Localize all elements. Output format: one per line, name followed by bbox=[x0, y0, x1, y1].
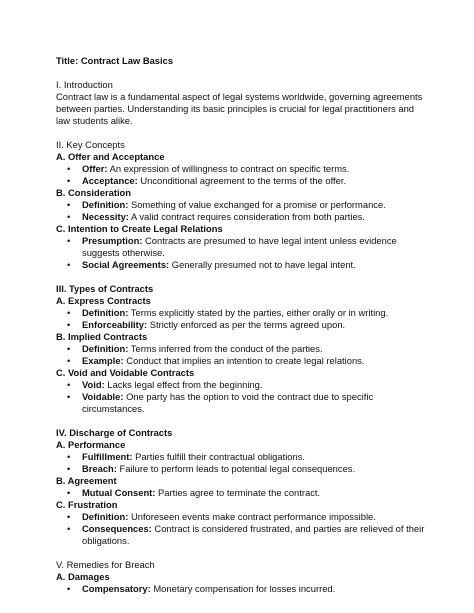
bullet-icon: • bbox=[67, 163, 71, 174]
item-text: Generally presumed not to have legal intent. bbox=[169, 259, 356, 270]
bullet-list bbox=[56, 379, 426, 415]
list-item bbox=[56, 511, 426, 523]
section-heading: II. Key Concepts bbox=[56, 139, 125, 150]
subsection-heading: C. Frustration bbox=[56, 499, 118, 510]
item-term: Example: bbox=[82, 355, 124, 366]
item-text: Unconditional agreement to the terms of the offer. bbox=[137, 175, 347, 186]
list-item bbox=[56, 355, 426, 367]
subsection-heading: A. Express Contracts bbox=[56, 295, 151, 306]
item-term: Breach: bbox=[82, 463, 117, 474]
item-term: Necessity: bbox=[82, 211, 129, 222]
bullet-icon: • bbox=[67, 175, 71, 186]
item-text: Something of value exchanged for a promise or performance. bbox=[128, 199, 386, 210]
item-term: Compensatory: bbox=[82, 583, 151, 594]
bullet-list bbox=[56, 199, 426, 223]
bullet-icon: • bbox=[67, 319, 71, 330]
list-item bbox=[56, 319, 426, 331]
bullet-list bbox=[56, 235, 426, 271]
bullet-icon: • bbox=[67, 355, 71, 366]
list-item bbox=[56, 379, 426, 391]
item-term: Acceptance: bbox=[82, 175, 138, 186]
subsection-heading: B. Agreement bbox=[56, 475, 117, 486]
item-text: Lacks legal effect from the beginning. bbox=[104, 379, 263, 390]
bullet-icon: • bbox=[67, 523, 71, 534]
subsection-heading: A. Damages bbox=[56, 571, 110, 582]
list-item bbox=[56, 199, 426, 211]
section bbox=[56, 139, 426, 271]
bullet-list bbox=[56, 511, 426, 547]
item-text: Contract is considered frustrated, and parties are relieved of their obligations. bbox=[82, 523, 425, 546]
item-term: Consequences: bbox=[82, 523, 152, 534]
bullet-list bbox=[56, 163, 426, 187]
bullet-list bbox=[56, 307, 426, 331]
subsection-heading: C. Void and Voidable Contracts bbox=[56, 367, 195, 378]
item-text: Failure to perform leads to potential legal consequences. bbox=[116, 463, 356, 474]
bullet-icon: • bbox=[67, 463, 71, 474]
list-item bbox=[56, 175, 426, 187]
item-text: One party has the option to void the contract due to specific circumstances. bbox=[82, 391, 374, 414]
list-item bbox=[56, 211, 426, 223]
item-term: Definition: bbox=[82, 199, 129, 210]
item-text: Conduct that implies an intention to create legal relations. bbox=[123, 355, 365, 366]
section-introduction bbox=[56, 79, 426, 127]
bullet-list bbox=[56, 487, 426, 499]
list-item bbox=[56, 343, 426, 355]
list-item bbox=[56, 163, 426, 175]
section bbox=[56, 283, 426, 415]
item-text: An expression of willingness to contract on specific terms. bbox=[107, 163, 350, 174]
subsection-heading: B. Consideration bbox=[56, 187, 132, 198]
item-text: Strictly enforced as per the terms agreed upon. bbox=[147, 319, 346, 330]
bullet-icon: • bbox=[67, 511, 71, 522]
document-title: Title: Contract Law Basics bbox=[56, 55, 174, 66]
item-term: Void: bbox=[82, 379, 105, 390]
bullet-icon: • bbox=[67, 391, 71, 402]
bullet-list bbox=[56, 451, 426, 475]
item-text: Contracts are presumed to have legal intent unless evidence suggests otherwise. bbox=[82, 235, 397, 258]
sections-container bbox=[56, 139, 426, 595]
item-text: Parties fulfill their contractual obligations. bbox=[132, 451, 305, 462]
item-term: Definition: bbox=[82, 307, 129, 318]
item-term: Fulfillment: bbox=[82, 451, 133, 462]
section-heading: III. Types of Contracts bbox=[56, 283, 154, 294]
document-body bbox=[56, 55, 426, 595]
bullet-icon: • bbox=[67, 583, 71, 594]
item-text: Unforeseen events make contract performance impossible. bbox=[128, 511, 376, 522]
item-text: Terms inferred from the conduct of the parties. bbox=[128, 343, 323, 354]
bullet-list bbox=[56, 343, 426, 367]
item-term: Definition: bbox=[82, 343, 129, 354]
bullet-icon: • bbox=[67, 211, 71, 222]
item-term: Definition: bbox=[82, 511, 129, 522]
item-term: Voidable: bbox=[82, 391, 124, 402]
section bbox=[56, 559, 426, 595]
list-item bbox=[56, 259, 426, 271]
section-heading: I. Introduction bbox=[56, 79, 113, 90]
bullet-icon: • bbox=[67, 451, 71, 462]
section-heading: IV. Discharge of Contracts bbox=[56, 427, 173, 438]
intro-paragraph: Contract law is a fundamental aspect of legal systems worldwide, governing agreements between parties. Understanding its basic principles is crucial for legal practitioners and law students alike. bbox=[56, 91, 423, 126]
subsection-heading: C. Intention to Create Legal Relations bbox=[56, 223, 223, 234]
item-term: Offer: bbox=[82, 163, 108, 174]
list-item bbox=[56, 235, 426, 259]
bullet-icon: • bbox=[67, 343, 71, 354]
bullet-icon: • bbox=[67, 307, 71, 318]
list-item bbox=[56, 451, 426, 463]
list-item bbox=[56, 523, 426, 547]
item-term: Presumption: bbox=[82, 235, 143, 246]
item-text: Parties agree to terminate the contract. bbox=[155, 487, 321, 498]
item-text: Terms explicitly stated by the parties, either orally or in writing. bbox=[128, 307, 389, 318]
list-item bbox=[56, 391, 426, 415]
bullet-list bbox=[56, 583, 426, 595]
bullet-icon: • bbox=[67, 379, 71, 390]
item-term: Enforceability: bbox=[82, 319, 148, 330]
item-text: Monetary compensation for losses incurred. bbox=[150, 583, 336, 594]
item-term: Mutual Consent: bbox=[82, 487, 156, 498]
bullet-icon: • bbox=[67, 487, 71, 498]
subsection-heading: B. Implied Contracts bbox=[56, 331, 148, 342]
bullet-icon: • bbox=[67, 259, 71, 270]
list-item bbox=[56, 583, 426, 595]
list-item bbox=[56, 463, 426, 475]
bullet-icon: • bbox=[67, 235, 71, 246]
bullet-icon: • bbox=[67, 199, 71, 210]
list-item bbox=[56, 307, 426, 319]
item-term: Social Agreements: bbox=[82, 259, 170, 270]
section-heading: V. Remedies for Breach bbox=[56, 559, 155, 570]
subsection-heading: A. Performance bbox=[56, 439, 126, 450]
item-text: A valid contract requires consideration from both parties. bbox=[128, 211, 365, 222]
list-item bbox=[56, 487, 426, 499]
section bbox=[56, 427, 426, 547]
subsection-heading: A. Offer and Acceptance bbox=[56, 151, 165, 162]
